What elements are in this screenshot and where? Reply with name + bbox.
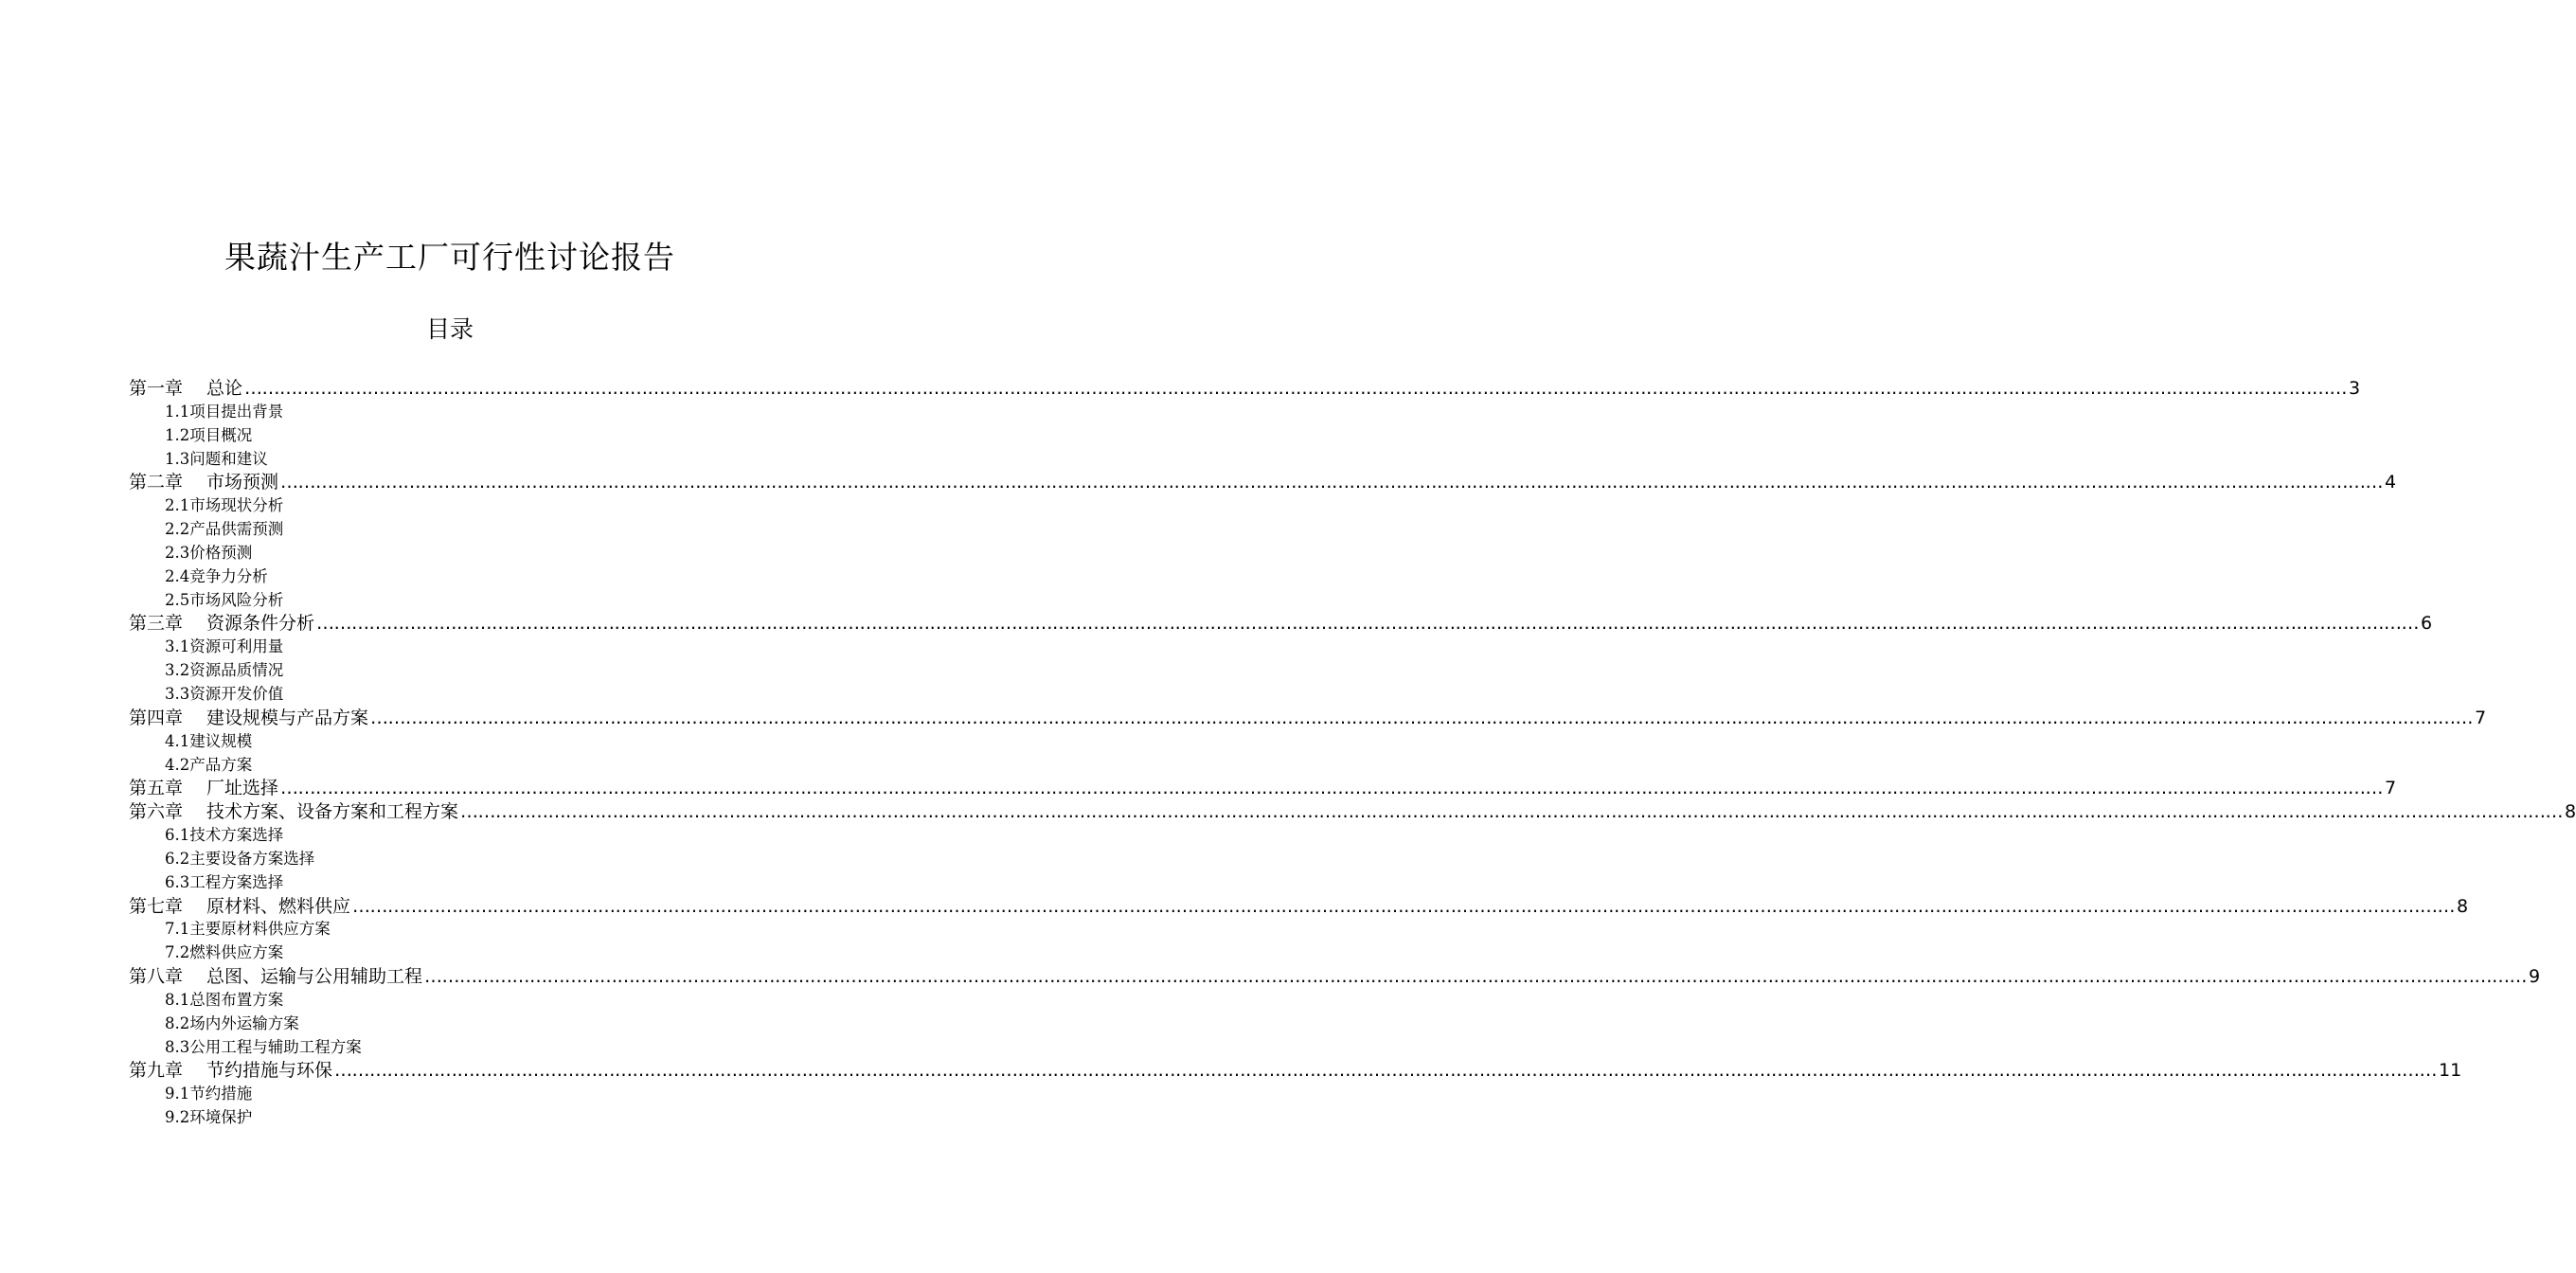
toc-chapter-entry[interactable] [129,377,2361,401]
dot-leader: ……………………………………………………………………………………………………………………………………………………………………………………………………………………………………………………………………………………………………………………………… [370,707,2474,728]
chapter-page-number: 4 [2385,472,2397,493]
chapter-number: 第八章 [129,966,184,988]
toc-section-entry[interactable]: 1.2项目概况 [165,425,253,444]
dot-leader: ……………………………………………………………………………………………………………………………………………………………………………………………………………………………………………………………………………………………………………………………… [280,472,2384,493]
toc-section-entry[interactable]: 1.1项目提出背景 [165,402,284,421]
chapter-title: 节约措施与环保 [206,1060,333,1082]
toc-section-entry[interactable]: 6.2主要设备方案选择 [165,849,315,868]
chapter-number: 第五章 [129,778,184,799]
chapter-number: 第六章 [129,801,184,823]
toc-section-entry[interactable]: 3.3资源开发价值 [165,684,284,703]
toc-chapter-entry[interactable] [129,1059,2462,1083]
chapter-number: 第九章 [129,1060,184,1082]
dot-leader: ……………………………………………………………………………………………………………………………………………………………………………………………………………………………………………………………………………………………………………………………… [352,895,2456,917]
chapter-number: 第三章 [129,613,184,635]
chapter-title: 建设规模与产品方案 [206,707,369,728]
chapter-page-number: 7 [2385,778,2397,799]
toc-section-entry[interactable]: 7.1主要原材料供应方案 [165,920,331,939]
toc-chapter-entry[interactable] [129,895,2469,919]
chapter-page-number: 7 [2475,707,2487,728]
chapter-title: 原材料、燃料供应 [206,895,351,917]
toc-section-entry[interactable]: 2.3价格预测 [165,543,253,562]
toc-chapter-entry[interactable] [129,777,2397,800]
toc-chapter-entry[interactable] [129,707,2487,730]
dot-leader: ……………………………………………………………………………………………………………………………………………………………………………………………………………………………………………………………………………………………………………………………… [424,966,2528,988]
chapter-title: 总图、运输与公用辅助工程 [206,966,423,988]
dot-leader: ……………………………………………………………………………………………………………………………………………………………………………………………………………………………………………………………………………………………………………………………… [316,613,2420,635]
chapter-page-number: 6 [2421,613,2433,635]
toc-section-entry[interactable]: 9.1节约措施 [165,1085,253,1103]
toc-section-entry[interactable]: 3.1资源可利用量 [165,637,284,656]
chapter-page-number: 11 [2439,1060,2462,1082]
chapter-number: 第四章 [129,707,184,728]
dot-leader: ……………………………………………………………………………………………………………………………………………………………………………………………………………………………………………………………………………………………………………………………… [460,801,2564,823]
toc-chapter-entry[interactable] [129,471,2397,494]
toc-section-entry[interactable]: 8.3公用工程与辅助工程方案 [165,1037,362,1056]
toc-chapter-entry[interactable] [129,800,2576,824]
toc-chapter-entry[interactable] [129,965,2541,989]
toc-section-entry[interactable]: 6.3工程方案选择 [165,872,284,891]
toc-section-entry[interactable]: 8.1总图布置方案 [165,990,284,1009]
toc-section-entry[interactable]: 3.2资源品质情况 [165,661,284,680]
dot-leader: ……………………………………………………………………………………………………………………………………………………………………………………………………………………………………………………………………………………………………………………………… [280,778,2384,799]
chapter-title: 厂址选择 [206,778,279,799]
dot-leader: ……………………………………………………………………………………………………………………………………………………………………………………………………………………………………………………………………………………………………………………………… [334,1060,2438,1082]
chapter-page-number: 8 [2565,801,2576,823]
toc-section-entry[interactable]: 2.5市场风险分析 [165,590,284,609]
toc-chapter-entry[interactable] [129,612,2433,636]
toc-section-entry[interactable]: 9.2环境保护 [165,1108,253,1127]
chapter-page-number: 8 [2457,895,2469,917]
toc-heading: 目录 [425,315,474,343]
dot-leader: ……………………………………………………………………………………………………………………………………………………………………………………………………………………………………………………………………………………………………………………………… [244,378,2348,399]
chapter-number: 第一章 [129,378,184,399]
chapter-number: 第二章 [129,472,184,493]
chapter-title: 市场预测 [206,472,279,493]
toc-section-entry[interactable]: 6.1技术方案选择 [165,826,284,845]
toc-section-entry[interactable]: 2.4竞争力分析 [165,566,268,585]
toc-section-entry[interactable]: 8.2场内外运输方案 [165,1013,299,1032]
chapter-page-number: 9 [2529,966,2541,988]
chapter-title: 总论 [206,378,243,399]
table-of-contents [129,377,2576,1130]
toc-section-entry[interactable]: 7.2燃料供应方案 [165,943,284,962]
toc-section-entry[interactable]: 1.3问题和建议 [165,449,268,468]
chapter-title: 技术方案、设备方案和工程方案 [206,801,459,823]
toc-section-entry[interactable]: 2.2产品供需预测 [165,520,284,539]
toc-section-entry[interactable]: 4.2产品方案 [165,755,253,774]
toc-section-entry[interactable]: 2.1市场现状分析 [165,496,284,515]
chapter-number: 第七章 [129,895,184,917]
toc-section-entry[interactable]: 4.1建议规模 [165,731,253,750]
document-title: 果蔬汁生产工厂可行性讨论报告 [224,239,675,276]
chapter-page-number: 3 [2349,378,2361,399]
chapter-title: 资源条件分析 [206,613,315,635]
